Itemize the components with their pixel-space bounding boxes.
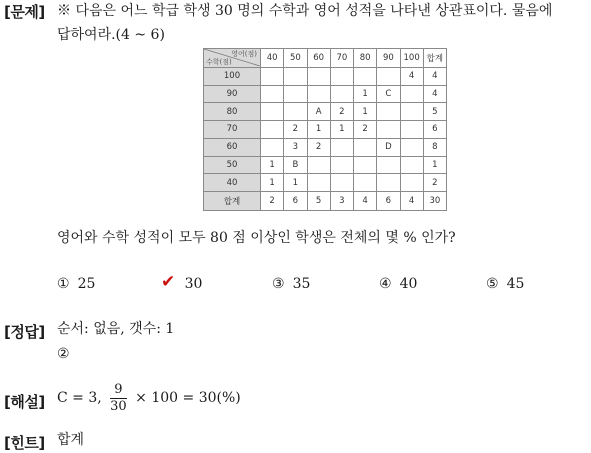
table-cell <box>354 174 377 192</box>
table-cell: 2 <box>354 121 377 139</box>
choice-number: ① <box>57 276 70 292</box>
table-cell <box>400 138 423 156</box>
table-cell: 2 <box>307 138 330 156</box>
table-cell: 8 <box>423 138 446 156</box>
explanation-formula <box>57 378 241 418</box>
table-row <box>204 156 447 174</box>
table-corner-cell <box>204 49 261 68</box>
choice-1[interactable] <box>57 276 95 292</box>
table-cell <box>377 103 400 121</box>
row-header: 합계 <box>204 192 261 211</box>
table-cell: 5 <box>423 103 446 121</box>
table-row <box>204 121 447 139</box>
column-header: 80 <box>354 49 377 68</box>
answer-choice: ② <box>57 346 70 362</box>
table-cell: 4 <box>423 67 446 85</box>
table-cell: C <box>377 85 400 103</box>
column-header: 60 <box>307 49 330 68</box>
table-cell: B <box>284 156 307 174</box>
table-cell: 4 <box>423 85 446 103</box>
checkmark-icon: ✔ <box>161 272 176 292</box>
choice-5[interactable] <box>486 276 524 292</box>
choice-value: 35 <box>292 276 311 292</box>
table-cell <box>307 156 330 174</box>
table-cell: 1 <box>284 174 307 192</box>
table-cell <box>261 103 284 121</box>
table-cell <box>354 67 377 85</box>
choice-value: 30 <box>184 276 203 292</box>
table-cell: 5 <box>307 192 330 211</box>
choice-4[interactable] <box>379 276 417 292</box>
table-cell: 1 <box>423 156 446 174</box>
table-cell <box>261 67 284 85</box>
table-cell <box>284 85 307 103</box>
table-cell: 6 <box>284 192 307 211</box>
table-row <box>204 67 447 85</box>
table-cell: 1 <box>307 121 330 139</box>
fraction-denominator: 30 <box>110 398 127 414</box>
table-cell: 1 <box>261 156 284 174</box>
fraction-numerator: 9 <box>114 381 123 397</box>
table-cell <box>400 103 423 121</box>
table-cell <box>284 103 307 121</box>
column-header: 40 <box>261 49 284 68</box>
table-cell <box>400 121 423 139</box>
table-cell <box>330 156 353 174</box>
corner-label-math: 수학(점) <box>206 57 232 66</box>
table-cell: 1 <box>261 174 284 192</box>
table-cell: 30 <box>423 192 446 211</box>
hint-text: 합계 <box>57 432 85 448</box>
choice-number: ④ <box>379 276 392 292</box>
table-cell: 3 <box>330 192 353 211</box>
row-header: 40 <box>204 174 261 192</box>
table-cell <box>284 67 307 85</box>
row-header: 100 <box>204 67 261 85</box>
table-cell: 1 <box>354 103 377 121</box>
problem-tag: [문제] <box>4 3 45 21</box>
answer-tag: [정답] <box>4 323 45 341</box>
table-row <box>204 85 447 103</box>
question-text: 영어와 수학 성적이 모두 80 점 이상인 학생은 전체의 몇 % 인가? <box>57 230 456 246</box>
choice-value: 40 <box>399 276 418 292</box>
explanation-tag: [해설] <box>4 393 45 411</box>
table-cell: 4 <box>400 67 423 85</box>
table-cell <box>307 67 330 85</box>
table-cell: 6 <box>423 121 446 139</box>
table-cell: 4 <box>400 192 423 211</box>
table-cell <box>307 85 330 103</box>
row-header: 90 <box>204 85 261 103</box>
choice-number: ③ <box>272 276 285 292</box>
row-header: 60 <box>204 138 261 156</box>
correlation-table <box>203 48 447 211</box>
table-row <box>204 192 447 211</box>
choice-2[interactable] <box>161 272 203 292</box>
hint-tag: [힌트] <box>4 434 45 452</box>
table-cell <box>330 138 353 156</box>
table-cell <box>261 121 284 139</box>
explanation-lhs: C = 3, <box>57 390 102 406</box>
table-cell: 6 <box>377 192 400 211</box>
table-cell <box>377 174 400 192</box>
column-header: 합계 <box>423 49 446 68</box>
choice-3[interactable] <box>272 276 310 292</box>
table-cell: A <box>307 103 330 121</box>
explanation-fraction <box>110 382 127 415</box>
explanation-rhs: × 100 = 30(%) <box>135 390 241 406</box>
problem-text-line1: ※ 다음은 어느 학급 학생 30 명의 수학과 영어 성적을 나타낸 상관표이다. 물음에 <box>57 3 553 19</box>
table-cell: 2 <box>423 174 446 192</box>
choice-number: ⑤ <box>486 276 499 292</box>
row-header: 70 <box>204 121 261 139</box>
choice-value: 45 <box>506 276 525 292</box>
table-cell <box>400 85 423 103</box>
column-header: 100 <box>400 49 423 68</box>
table-cell <box>354 138 377 156</box>
table-cell <box>377 156 400 174</box>
table-cell <box>400 174 423 192</box>
table-cell <box>354 156 377 174</box>
column-header: 50 <box>284 49 307 68</box>
table-cell: 3 <box>284 138 307 156</box>
table-row <box>204 103 447 121</box>
table-cell: D <box>377 138 400 156</box>
table-cell <box>261 138 284 156</box>
table-cell <box>330 174 353 192</box>
table-cell <box>377 67 400 85</box>
problem-text-line2: 답하여라.(4 ~ 6) <box>57 27 165 43</box>
corner-label-english: 영어(점) <box>231 50 257 58</box>
table-cell: 2 <box>261 192 284 211</box>
column-header: 90 <box>377 49 400 68</box>
choice-value: 25 <box>77 276 96 292</box>
table-row <box>204 174 447 192</box>
table-cell <box>307 174 330 192</box>
table-cell <box>377 121 400 139</box>
answer-order-count: 순서: 없음, 갯수: 1 <box>57 321 175 337</box>
table-row <box>204 138 447 156</box>
table-cell <box>400 156 423 174</box>
table-cell: 1 <box>330 121 353 139</box>
table-cell <box>330 85 353 103</box>
row-header: 50 <box>204 156 261 174</box>
table-cell: 2 <box>284 121 307 139</box>
table-header-row <box>204 49 447 68</box>
column-header: 70 <box>330 49 353 68</box>
table-cell <box>261 85 284 103</box>
table-cell: 1 <box>354 85 377 103</box>
table-cell <box>330 67 353 85</box>
table-cell: 4 <box>354 192 377 211</box>
table-cell: 2 <box>330 103 353 121</box>
row-header: 80 <box>204 103 261 121</box>
